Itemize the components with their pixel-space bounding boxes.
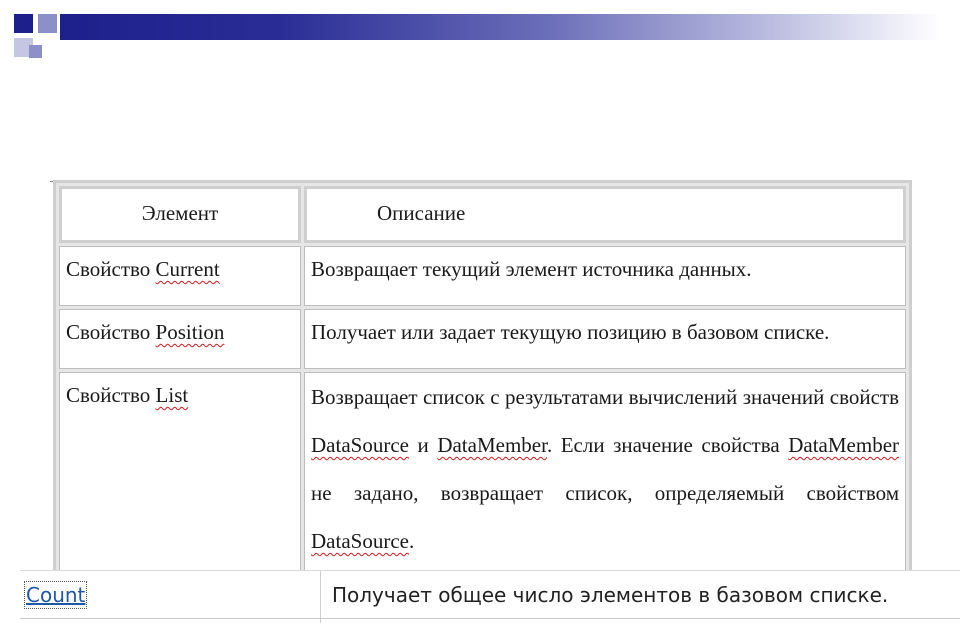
- header-description: Описание: [304, 186, 906, 243]
- description-cell: Возвращает текущий элемент источника данных.: [304, 246, 906, 306]
- datasource-term: DataSource: [311, 529, 409, 553]
- bottom-left-cell: [20, 571, 321, 623]
- header-gradient-bar: [60, 14, 940, 40]
- header-square-mid: [38, 14, 57, 33]
- element-prefix: Свойство: [66, 383, 151, 407]
- element-cell: [59, 309, 301, 369]
- description-cell: Получает или задает текущую позицию в базовом списке.: [304, 309, 906, 369]
- table-row: [59, 246, 906, 306]
- element-prefix: Свойство: [66, 320, 151, 344]
- element-name: Current: [155, 257, 220, 281]
- desc-text: не задано, возвращает список, определяемый свойством: [311, 481, 899, 505]
- bottom-table-row: [20, 570, 960, 623]
- header-square-small: [29, 45, 42, 58]
- desc-text: и: [417, 433, 429, 457]
- datamember-term: DataMember: [788, 433, 900, 457]
- element-cell: [59, 246, 301, 306]
- properties-table-container: [53, 180, 912, 570]
- element-prefix: Свойство: [66, 257, 151, 281]
- desc-text: .: [408, 529, 415, 553]
- header-element: Элемент: [59, 186, 301, 243]
- table-row: [59, 309, 906, 369]
- desc-text: Возвращает список с результатами вычислений значений свойств: [311, 385, 899, 409]
- bottom-divider: [20, 618, 960, 619]
- element-name: Position: [155, 320, 225, 344]
- datasource-term: DataSource: [311, 433, 409, 457]
- table-header-row: [59, 186, 906, 243]
- bottom-description: Получает общее число элементов в базовом списке.: [332, 583, 889, 607]
- element-cell: [59, 372, 301, 570]
- description-cell: [304, 372, 906, 570]
- properties-table: [53, 180, 912, 570]
- table-row: [59, 372, 906, 570]
- count-link[interactable]: Count: [26, 583, 86, 607]
- datamember-term: DataMember: [437, 433, 547, 457]
- element-name: List: [155, 383, 189, 407]
- desc-text: . Если значение свойства: [546, 433, 780, 457]
- header-square-dark: [14, 14, 33, 33]
